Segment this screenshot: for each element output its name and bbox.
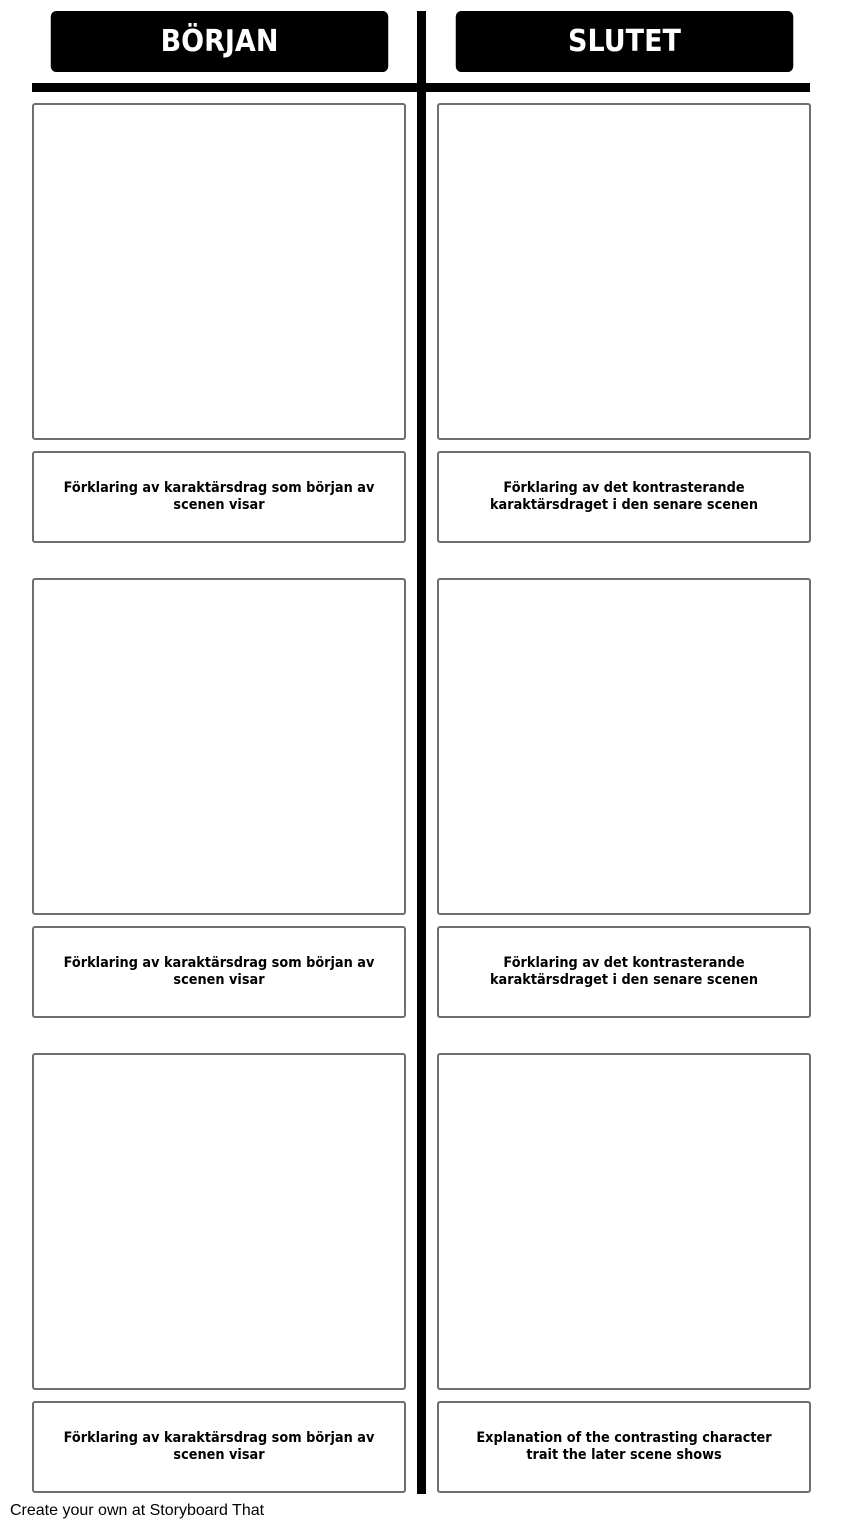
scene-cell-slutet-2[interactable] <box>437 578 811 915</box>
caption-text: Explanation of the contrasting character trait the later scene shows <box>476 1430 772 1463</box>
caption-cell-borjan-3[interactable] <box>32 1401 406 1493</box>
vertical-divider <box>417 11 426 1494</box>
caption-text: Förklaring av karaktärsdrag som början av scenen visar <box>63 1430 375 1463</box>
caption-cell-slutet-3[interactable] <box>437 1401 811 1493</box>
header-borjan <box>51 11 389 72</box>
scene-cell-borjan-3[interactable] <box>32 1053 406 1390</box>
caption-text: Förklaring av karaktärsdrag som början av scenen visar <box>63 955 375 988</box>
footer-credit[interactable]: Create your own at Storyboard That <box>10 1502 265 1519</box>
caption-text: Förklaring av det kontrasterande karaktärsdraget i den senare scenen <box>489 955 759 988</box>
caption-text: Förklaring av karaktärsdrag som början av scenen visar <box>63 480 375 513</box>
scene-cell-borjan-2[interactable] <box>32 578 406 915</box>
header-slutet-label: SLUTET <box>568 24 681 59</box>
header-borjan-label: BÖRJAN <box>160 24 279 59</box>
caption-cell-borjan-2[interactable] <box>32 926 406 1018</box>
scene-cell-slutet-3[interactable] <box>437 1053 811 1390</box>
caption-cell-slutet-2[interactable] <box>437 926 811 1018</box>
scene-cell-slutet-1[interactable] <box>437 103 811 440</box>
caption-cell-slutet-1[interactable] <box>437 451 811 543</box>
caption-cell-borjan-1[interactable] <box>32 451 406 543</box>
scene-cell-borjan-1[interactable] <box>32 103 406 440</box>
caption-text: Förklaring av det kontrasterande karaktärsdraget i den senare scenen <box>489 480 759 513</box>
header-slutet <box>456 11 794 72</box>
